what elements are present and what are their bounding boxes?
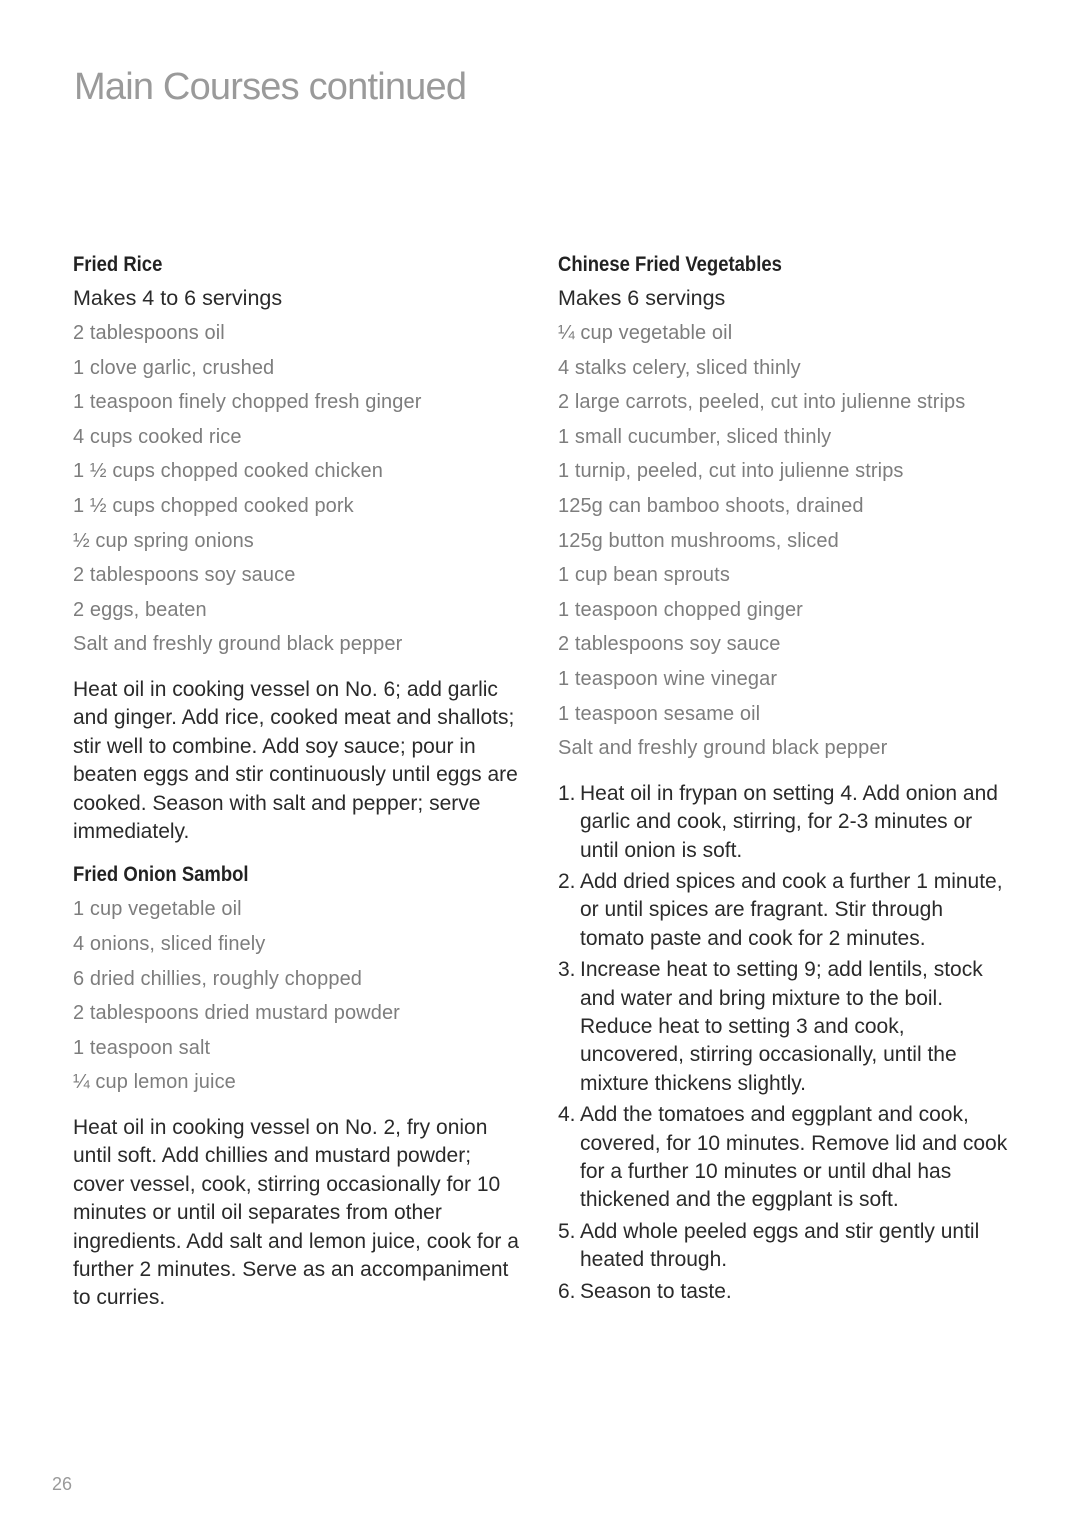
ingredient-item: 1 ½ cups chopped cooked pork: [73, 494, 354, 517]
method-step: [558, 1101, 1013, 1215]
ingredient-item: ¼ cup lemon juice: [73, 1071, 236, 1094]
ingredient-item: 2 eggs, beaten: [73, 598, 207, 621]
recipe-fried-rice: [73, 250, 523, 846]
recipe-title: Fried Onion Sambol: [73, 863, 249, 887]
ingredient-list: [558, 316, 1013, 766]
method-step: [558, 1218, 1013, 1275]
ingredient-list: [73, 316, 523, 662]
step-text: Add whole peeled eggs and stir gently until heated through.: [580, 1219, 980, 1272]
ingredient-item: 4 onions, sliced finely: [73, 932, 266, 955]
ingredient-item: 2 tablespoons soy sauce: [73, 564, 296, 587]
ingredient-item: 2 tablespoons dried mustard powder: [73, 1002, 400, 1025]
page-title: Main Courses continued: [74, 66, 467, 108]
recipe-title: Fried Rice: [73, 253, 163, 276]
ingredient-item: 2 tablespoons soy sauce: [558, 633, 781, 656]
ingredient-item: 1 teaspoon salt: [73, 1036, 211, 1059]
method-step: [558, 868, 1013, 953]
recipe-chinese-fried-vegetables: [558, 250, 1013, 1306]
ingredient-item: ¼ cup vegetable oil: [558, 322, 733, 344]
ingredient-item: 1 small cucumber, sliced thinly: [558, 425, 832, 448]
step-text: Season to taste.: [580, 1279, 732, 1303]
recipe-servings: Makes 6 servings: [558, 286, 726, 310]
step-number: 4.: [558, 1103, 576, 1127]
step-text: Add dried spices and cook a further 1 minute, or until spices are fragrant. Stir through tomato paste and cook for 2 minutes.: [580, 869, 1003, 950]
ingredient-item: 6 dried chillies, roughly chopped: [73, 967, 363, 990]
ingredient-item: 2 tablespoons oil: [73, 322, 225, 344]
step-text: Add the tomatoes and eggplant and cook, covered, for 10 minutes. Remove lid and cook for a further 10 minutes or until dhal has thickened and the eggplant is soft.: [580, 1103, 1008, 1212]
ingredient-item: Salt and freshly ground black pepper: [73, 633, 403, 656]
page-number: 26: [52, 1474, 73, 1494]
recipe-fried-onion-sambol: [73, 860, 523, 1312]
ingredient-item: Salt and freshly ground black pepper: [558, 737, 888, 760]
ingredient-item: 1 teaspoon chopped ginger: [558, 598, 803, 621]
recipe-method: Heat oil in cooking vessel on No. 6; add garlic and ginger. Add rice, cooked meat and shallots; stir well to combine. Add soy sauce; pour in beaten eggs and stir continuously until eggs are cooked. Season with salt and pepper; serve immediately.: [73, 677, 518, 843]
ingredient-item: 125g can bamboo shoots, drained: [558, 494, 864, 517]
recipe-method: Heat oil in cooking vessel on No. 2, fry onion until soft. Add chillies and mustard powder; cover vessel, cook, stirring occasionally for 10 minutes or until oil separates from other ingredients. Add salt and lemon juice, cook for a further 2 minutes. Serve as an accompaniment to curries.: [73, 1115, 519, 1310]
ingredient-item: 1 ½ cups chopped cooked chicken: [73, 460, 383, 483]
ingredient-item: 1 cup bean sprouts: [558, 564, 730, 587]
ingredient-item: 1 cup vegetable oil: [73, 898, 242, 921]
step-number: 5.: [558, 1219, 576, 1243]
recipe-servings: Makes 4 to 6 servings: [73, 286, 283, 310]
ingredient-item: 4 cups cooked rice: [73, 425, 242, 448]
ingredient-item: 2 large carrots, peeled, cut into julienne strips: [558, 391, 966, 414]
left-column: [73, 250, 523, 1313]
ingredient-item: 1 teaspoon wine vinegar: [558, 667, 778, 690]
step-text: Heat oil in frypan on setting 4. Add onion and garlic and cook, stirring, for 2-3 minutes or until onion is soft.: [580, 781, 998, 862]
method-step: [558, 1278, 1013, 1306]
ingredient-item: 1 clove garlic, crushed: [73, 356, 275, 379]
step-number: 3.: [558, 958, 576, 982]
step-number: 1.: [558, 781, 576, 805]
ingredient-item: ½ cup spring onions: [73, 529, 254, 552]
ingredient-item: 1 teaspoon sesame oil: [558, 702, 761, 725]
ingredient-item: 125g button mushrooms, sliced: [558, 529, 839, 552]
ingredient-item: 1 teaspoon finely chopped fresh ginger: [73, 391, 422, 414]
ingredient-item: 4 stalks celery, sliced thinly: [558, 356, 801, 379]
method-step: [558, 780, 1013, 865]
ingredient-item: 1 turnip, peeled, cut into julienne strips: [558, 460, 904, 483]
method-steps: [558, 780, 1013, 1306]
step-number: 2.: [558, 869, 576, 893]
ingredient-list: [73, 892, 523, 1100]
right-column: [558, 250, 1013, 1309]
recipe-title: Chinese Fried Vegetables: [558, 253, 782, 276]
step-text: Increase heat to setting 9; add lentils, stock and water and bring mixture to the boil. Reduce heat to setting 3 and cook, uncovered, stirring occasionally, until the mixture thickens slightly.: [580, 958, 983, 1095]
method-step: [558, 956, 1013, 1098]
step-number: 6.: [558, 1279, 576, 1303]
